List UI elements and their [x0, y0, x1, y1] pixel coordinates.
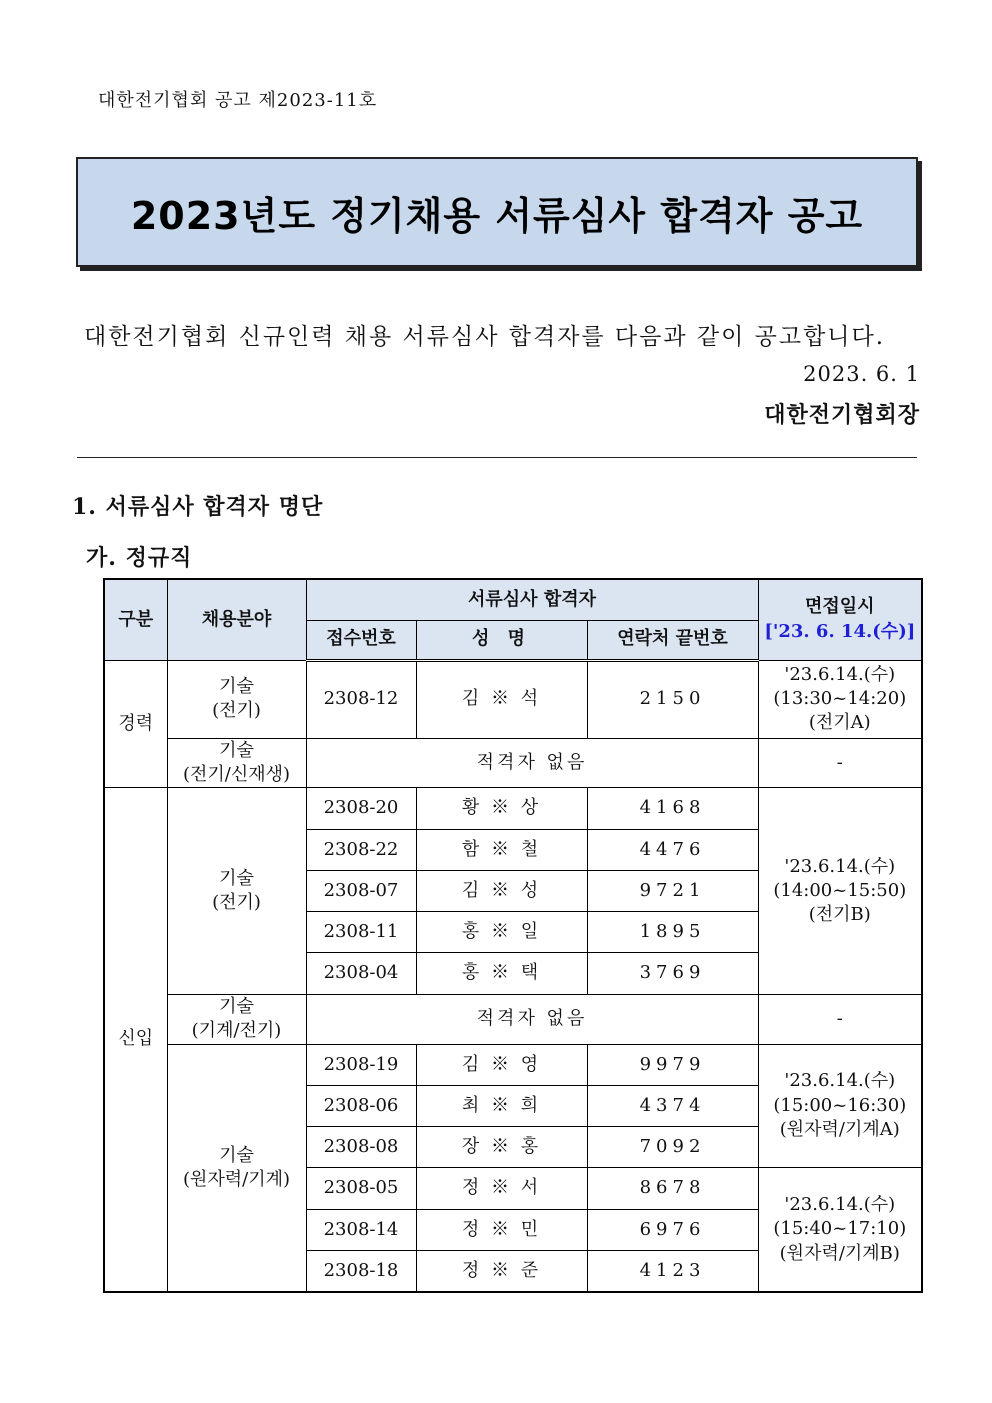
field-cell [167, 660, 306, 738]
intro-text: 대한전기협회 신규인력 채용 서류심사 합격자를 다음과 같이 공고합니다. [84, 324, 886, 350]
title-banner [76, 157, 918, 267]
applicant-name: 김 ※ 성 [416, 871, 587, 912]
phone-last4: 9721 [587, 871, 758, 912]
interview-time: (13:30~14:20) [773, 687, 907, 709]
applicant-name: 정 ※ 서 [416, 1167, 587, 1209]
field-label: 기술 [219, 867, 254, 889]
header-name: 성 명 [416, 620, 587, 660]
receipt-no: 2308-06 [306, 1085, 416, 1126]
phone-last4: 3769 [587, 953, 758, 995]
phone-last4: 4123 [587, 1250, 758, 1292]
interview-cell [758, 1044, 922, 1167]
divider [77, 457, 917, 458]
interview-time: (15:40~17:10) [773, 1218, 907, 1240]
interview-time: (15:00~16:30) [773, 1094, 907, 1116]
phone-last4: 6976 [587, 1209, 758, 1250]
interview-date: '23.6.14.(수) [784, 855, 896, 877]
no-qualified: 적격자 없음 [306, 738, 758, 788]
field-sub: (기계/전기) [191, 1020, 282, 1042]
receipt-no: 2308-18 [306, 1250, 416, 1292]
applicant-name: 최 ※ 희 [416, 1085, 587, 1126]
table-row [104, 788, 922, 830]
receipt-no: 2308-11 [306, 912, 416, 953]
page-title: 2023년도 정기채용 서류심사 합격자 공고 [130, 193, 864, 238]
interview-cell [758, 660, 922, 738]
interview-date: '23.6.14.(수) [784, 663, 896, 685]
subsection-heading: 가. 정규직 [86, 545, 193, 571]
interview-cell [758, 788, 922, 995]
field-label: 기술 [219, 996, 254, 1018]
table-row [104, 738, 922, 788]
receipt-no: 2308-20 [306, 788, 416, 830]
notice-date: 2023. 6. 1 [803, 362, 920, 386]
field-label: 기술 [219, 675, 254, 697]
field-cell [167, 788, 306, 995]
passers-table [103, 578, 923, 1293]
applicant-name: 함 ※ 철 [416, 830, 587, 871]
receipt-no: 2308-22 [306, 830, 416, 871]
applicant-name: 홍 ※ 일 [416, 912, 587, 953]
receipt-no: 2308-19 [306, 1044, 416, 1085]
applicant-name: 김 ※ 석 [416, 660, 587, 738]
table-row [104, 995, 922, 1045]
applicant-name: 장 ※ 홍 [416, 1126, 587, 1167]
interview-group: (전기B) [808, 904, 871, 926]
header-interview-note: ['23. 6. 14.(수)] [764, 620, 916, 642]
field-label: 기술 [219, 739, 254, 761]
phone-last4: 2150 [587, 660, 758, 738]
receipt-no: 2308-14 [306, 1209, 416, 1250]
receipt-no: 2308-12 [306, 660, 416, 738]
field-sub: (전기) [212, 700, 261, 721]
category-experienced: 경력 [104, 660, 167, 788]
receipt-no: 2308-05 [306, 1167, 416, 1209]
header-interview [758, 579, 922, 660]
header-interview-label: 면접일시 [805, 596, 875, 618]
field-label: 기술 [219, 1144, 254, 1166]
applicant-name: 정 ※ 민 [416, 1209, 587, 1250]
section-heading: 1. 서류심사 합격자 명단 [72, 494, 324, 520]
phone-last4: 1895 [587, 912, 758, 953]
phone-last4: 7092 [587, 1126, 758, 1167]
interview-date: '23.6.14.(수) [784, 1193, 896, 1215]
interview-group: (원자력/기계A) [779, 1118, 900, 1140]
header-receipt-no: 접수번호 [306, 620, 416, 660]
header-field: 채용분야 [167, 579, 306, 660]
category-newcomer: 신입 [104, 788, 167, 1293]
table-row [104, 1044, 922, 1085]
applicant-name: 황 ※ 상 [416, 788, 587, 830]
field-sub: (전기/신재생) [182, 763, 291, 785]
table-row [104, 660, 922, 738]
field-cell [167, 1044, 306, 1292]
field-cell [167, 995, 306, 1045]
issuer-name: 대한전기협회장 [764, 402, 920, 428]
field-sub: (전기) [212, 892, 261, 914]
header-category: 구분 [104, 579, 167, 660]
receipt-no: 2308-07 [306, 871, 416, 912]
no-qualified: 적격자 없음 [306, 995, 758, 1045]
applicant-name: 김 ※ 영 [416, 1044, 587, 1085]
phone-last4: 9979 [587, 1044, 758, 1085]
receipt-no: 2308-04 [306, 953, 416, 995]
interview-cell [758, 1167, 922, 1292]
table-header-row [104, 579, 922, 620]
field-cell [167, 738, 306, 788]
phone-last4: 4476 [587, 830, 758, 871]
applicant-name: 홍 ※ 택 [416, 953, 587, 995]
interview-time: (14:00~15:50) [773, 879, 907, 901]
phone-last4: 4374 [587, 1085, 758, 1126]
applicant-name: 정 ※ 준 [416, 1250, 587, 1292]
interview-date: '23.6.14.(수) [784, 1070, 896, 1092]
interview-none: - [758, 738, 922, 788]
interview-group: (전기A) [808, 712, 871, 734]
phone-last4: 4168 [587, 788, 758, 830]
interview-none: - [758, 995, 922, 1045]
header-passers: 서류심사 합격자 [306, 579, 758, 620]
field-sub: (원자력/기계) [182, 1168, 291, 1190]
receipt-no: 2308-08 [306, 1126, 416, 1167]
phone-last4: 8678 [587, 1167, 758, 1209]
notice-number: 대한전기협회 공고 제2023-11호 [98, 90, 378, 111]
interview-group: (원자력/기계B) [779, 1242, 900, 1264]
header-phone: 연락처 끝번호 [587, 620, 758, 660]
